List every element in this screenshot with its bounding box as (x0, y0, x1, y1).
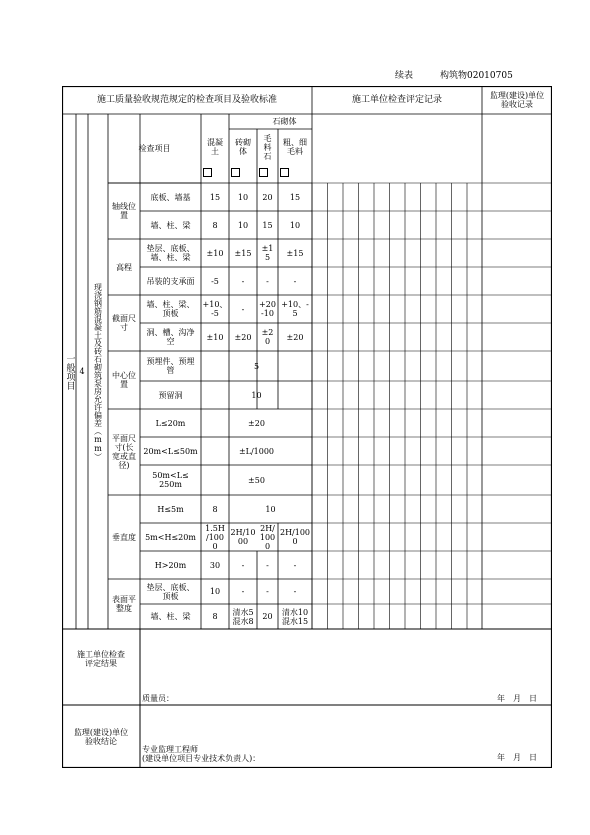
check-item-label: 预留洞 (158, 390, 183, 400)
dressed-header: 粗、细 毛料 (283, 138, 307, 156)
dressed-value: 10 (289, 220, 301, 230)
contractor-header: 施工单位检查评定记录 (351, 94, 442, 105)
rubble-header: 毛 料 石 (263, 133, 272, 161)
inspection-table (62, 86, 552, 768)
continuation-label: 续表 (395, 71, 414, 81)
check-item-label: L≤20m (155, 418, 186, 428)
brick-value: - (241, 587, 245, 596)
check-item-label: 墙、柱、梁 (150, 220, 191, 230)
rubble-value: 2H/ 100 0 (259, 523, 276, 551)
brick-value: - (241, 560, 245, 570)
supervisor-header: 监理(建设)单位 验收记录 (489, 91, 545, 109)
stone-group-header: 石砌体 (272, 117, 297, 126)
shared-value: 5 (253, 361, 260, 371)
check-item-label: H>20m (154, 560, 187, 570)
plan-size-group: 平面尺 寸(长 宽或直 径) (112, 434, 136, 470)
dressed-checkbox[interactable] (280, 168, 289, 177)
rubble-value: 20 (262, 192, 273, 202)
engineer-signature-label: 专业监理工程师 (建设单位项目专业技术负责人)： (142, 745, 261, 763)
shared-value: 10 (265, 504, 276, 514)
concrete-value: 8 (212, 220, 218, 230)
contractor-conclusion-label: 施工单位检查 评定结果 (77, 650, 125, 668)
check-item-label: 垫层、底板、 墙、柱、梁 (146, 244, 195, 262)
dressed-value: - (293, 560, 297, 570)
concrete-value: 8 (212, 504, 218, 514)
brick-header: 砖砌 体 (235, 138, 251, 156)
concrete-value: 15 (209, 192, 221, 202)
center-group: 中心位 置 (112, 371, 136, 389)
spec-header: 施工质量验收规范规定的检查项目及验收标准 (96, 94, 277, 105)
check-item-label: 吊装的支承面 (146, 276, 195, 286)
concrete-value: -5 (211, 276, 219, 286)
brick-checkbox[interactable] (231, 168, 240, 177)
concrete-value: 1.5H /100 0 (205, 523, 225, 551)
concrete-value: 8 (212, 612, 218, 621)
flatness-group: 表面平 整度 (112, 595, 136, 613)
quality-officer-label: 质量员： (142, 693, 174, 703)
contractor-date: 年 月 日 (497, 693, 537, 703)
brick-value: - (241, 276, 245, 286)
check-item-label: H≤5m (157, 504, 184, 514)
dressed-value: 15 (289, 192, 301, 202)
rubble-value: ±2 0 (261, 328, 274, 346)
rubble-value: ±1 5 (261, 244, 274, 262)
concrete-value: ±10 (206, 332, 224, 342)
shared-value: 10 (251, 390, 262, 400)
brick-value: 2H/10 00 (230, 528, 256, 546)
category-label: 一般项目 (64, 353, 75, 390)
rubble-value: - (266, 587, 269, 596)
section-title: 现浇钢筋混凝土及砖石砌筑泵房允许偏差（mm） (93, 282, 103, 461)
check-item-label: 洞、槽、沟净 空 (146, 328, 195, 346)
brick-value: ±20 (234, 332, 252, 342)
concrete-value: 10 (209, 587, 221, 596)
check-item-label: 底板、墙基 (150, 192, 191, 202)
check-item-label: 垫层、底板、 顶板 (146, 582, 195, 601)
rubble-checkbox[interactable] (259, 168, 268, 177)
rubble-value: 20 (262, 612, 273, 621)
elevation-group: 高程 (116, 262, 132, 272)
check-item-label: 墙、柱、梁、 顶板 (146, 300, 195, 318)
concrete-header: 混凝 土 (207, 138, 223, 156)
concrete-checkbox[interactable] (203, 168, 212, 177)
dressed-value: ±15 (286, 248, 304, 258)
dressed-value: ±20 (286, 332, 304, 342)
check-item-label: 20m<L≤50m (143, 446, 198, 456)
check-item-label: 5m<H≤20m (145, 532, 196, 542)
brick-value: 10 (237, 220, 249, 230)
item-header: 检查项目 (138, 144, 171, 153)
supervisor-date: 年 月 日 (497, 752, 537, 762)
dressed-value: - (293, 276, 297, 286)
shared-value: ±20 (248, 418, 265, 428)
dressed-value: +10、- 5 (281, 300, 309, 318)
shared-value: ±50 (248, 475, 265, 485)
rubble-value: - (266, 276, 269, 286)
check-item-label: 50m<L≤ 250m (152, 471, 189, 489)
shared-value: ±L/1000 (238, 446, 275, 456)
axis-group: 轴线位 置 (112, 202, 136, 220)
brick-value: 10 (237, 192, 249, 202)
concrete-value: ±10 (206, 248, 224, 258)
check-item-label: 墙、柱、梁 (150, 612, 191, 621)
check-item-label: 预埋件、预埋 管 (146, 357, 195, 375)
supervisor-conclusion-label: 监理(建设)单位 验收结论 (73, 727, 129, 746)
vertical-group: 垂直度 (112, 532, 136, 542)
section-size-group: 截面尺 寸 (112, 314, 136, 332)
brick-value: - (241, 304, 245, 314)
dressed-value: - (293, 587, 297, 596)
rubble-value: - (266, 560, 269, 570)
brick-value: ±15 (234, 248, 252, 258)
dressed-value: 清水10 混水15 (281, 607, 309, 626)
brick-value: 清水5 混水8 (232, 607, 254, 626)
dressed-value: 2H/100 0 (279, 528, 311, 546)
section-number: 4 (79, 367, 85, 376)
rubble-value: 15 (262, 220, 273, 230)
rubble-value: +20 -10 (259, 300, 276, 318)
form-code: 构筑物02010705 (440, 71, 513, 81)
concrete-value: 30 (209, 560, 221, 570)
concrete-value: +10、 -5 (202, 300, 228, 318)
